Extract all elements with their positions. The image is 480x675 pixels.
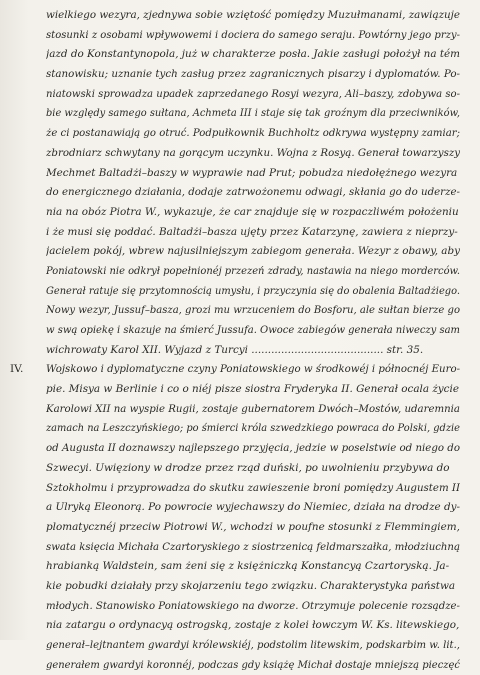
text-line: jacielem pokój, wbrew najusilniejszym zabiegom generała. Wezyr z obawy, aby (46, 245, 460, 258)
text-line: młodych. Stanowisko Poniatowskiego na dworze. Otrzymuje polecenie rozsądze- (46, 599, 460, 612)
section-number-iv: IV. (10, 363, 24, 376)
text-line: do energicznego działania, dodaje zatrwożonemu odwagi, skłania go do uderze- (46, 186, 460, 199)
text-line: jazd do Konstantynopola, już w charakterze posła. Jakie zasługi położył na tém (46, 48, 460, 61)
text-line: nia na obóz Piotra W., wykazuje, że car znajduje się w rozpaczliwém położeniu (46, 205, 459, 218)
text-line: Szwecyi. Uwięziony w drodze przez rząd duński, po uwolnieniu przybywa do (46, 461, 450, 474)
text-line: swata księcia Michała Czartoryskiego z siostrzenicą feldmarszałka, młodziuchną (46, 540, 460, 553)
text-line: i że musi się poddać. Baltadżi–basza ujęty przez Katarzynę, zawiera z nieprzy- (46, 225, 458, 238)
text-line: nia zatargu o ordynacyą ostrogską, zostaje z kolei łowczym W. Ks. litewskiego, (46, 619, 460, 632)
text-line: Wojskowo i dyplomatyczne czyny Poniatowskiego w środkowéj i północnéj Euro- (46, 363, 460, 376)
text-line: pie. Misya w Berlinie i co o niéj pisze siostra Fryderyka II. Generał ocala życie (46, 383, 459, 396)
text-line: stanowisku; uznanie tych zasług przez zagranicznych pisarzy i dyplomatów. Po- (46, 68, 460, 81)
text-line: Karolowi XII na wyspie Rugii, zostaje gubernatorem Dwóch–Mostów, udaremnia (46, 402, 460, 415)
text-line: Generał ratuje się przytomnością umysłu, i przyczynia się do obalenia Baltadżiego. (46, 284, 460, 297)
text-line: od Augusta II doznawszy najlepszego przyjęcia, jedzie w poselstwie od niego do (46, 442, 460, 455)
text-line: Mechmet Baltadżi–baszy w wyprawie nad Prut; pobudza niedołężnego wezyra (46, 166, 458, 179)
text-line: generałem gwardyi koronnéj, podczas gdy książę Michał dostaje mniejszą pieczęć (46, 658, 460, 671)
text-line: plomatycznéj przeciw Piotrowi W., wchodzi w poufne stosunki z Flemmingiem, (46, 520, 460, 533)
text-line: w swą opiekę i skazuje na śmierć Jussufa. Owoce zabiegów generała niweczy sam (46, 324, 460, 336)
text-line: zamach na Leszczyńskiego; po śmierci króla szwedzkiego powraca do Polski, gdzie (46, 422, 460, 435)
text-line: a Ulryką Eleonorą. Po powrocie wyjechawszy do Niemiec, działa na drodze dy- (46, 501, 460, 514)
text-line: stosunki z osobami wpływowemi i dociera do samego seraju. Powtórny jego przy- (46, 28, 460, 41)
section-iv-summary (46, 360, 460, 675)
text-line: Sztokholmu i przyprowadza do skutku zawieszenie broni pomiędzy Augustem II (46, 481, 460, 494)
text-line: zbrodniarz schwytany na gorącym uczynku. Wojna z Rosyą. Generał towarzyszy (46, 146, 460, 159)
text-line: niatowski sprowadza upadek zaprzedanego Rosyi wezyra, Ali–baszy, zdobywa so- (46, 87, 460, 100)
text-line: Poniatowski nie odkrył popełnionéj przezeń zdrady, nastawia na niego morderców. (46, 264, 460, 277)
text-line: bie względy samego sułtana, Achmeta III i staje się tak groźnym dla przeciwników, (46, 107, 460, 120)
text-line: generał–lejtnantem gwardyi królewskiéj, podstolim litewskim, podskarbim w. lit., (46, 639, 460, 651)
text-line: kie pobudki działały przy skojarzeniu tego związku. Charakterystyka państwa (46, 579, 456, 592)
text-line: Nowy wezyr, Jussuf–basza, grozi mu wrzuceniem do Bosforu, ale sułtan bierze go (46, 304, 460, 317)
text-line: hrabianką Waldstein, sam żeni się z księżniczką Konstancyą Czartoryską. Ja- (46, 560, 450, 573)
text-line: wielkiego wezyra, zjednywa sobie wziętość pomiędzy Muzułmanami, zawiązuje (46, 9, 460, 21)
text-line: że ci postanawiają go otruć. Podpułkownik Buchholtz odkrywa występny zamiar; (46, 127, 460, 140)
table-of-contents-text (46, 6, 460, 675)
text-line: wichrowaty Karol XII. Wyjazd z Turcyi ........................................ str. 35. (46, 343, 424, 356)
section-iii-summary (46, 6, 460, 360)
